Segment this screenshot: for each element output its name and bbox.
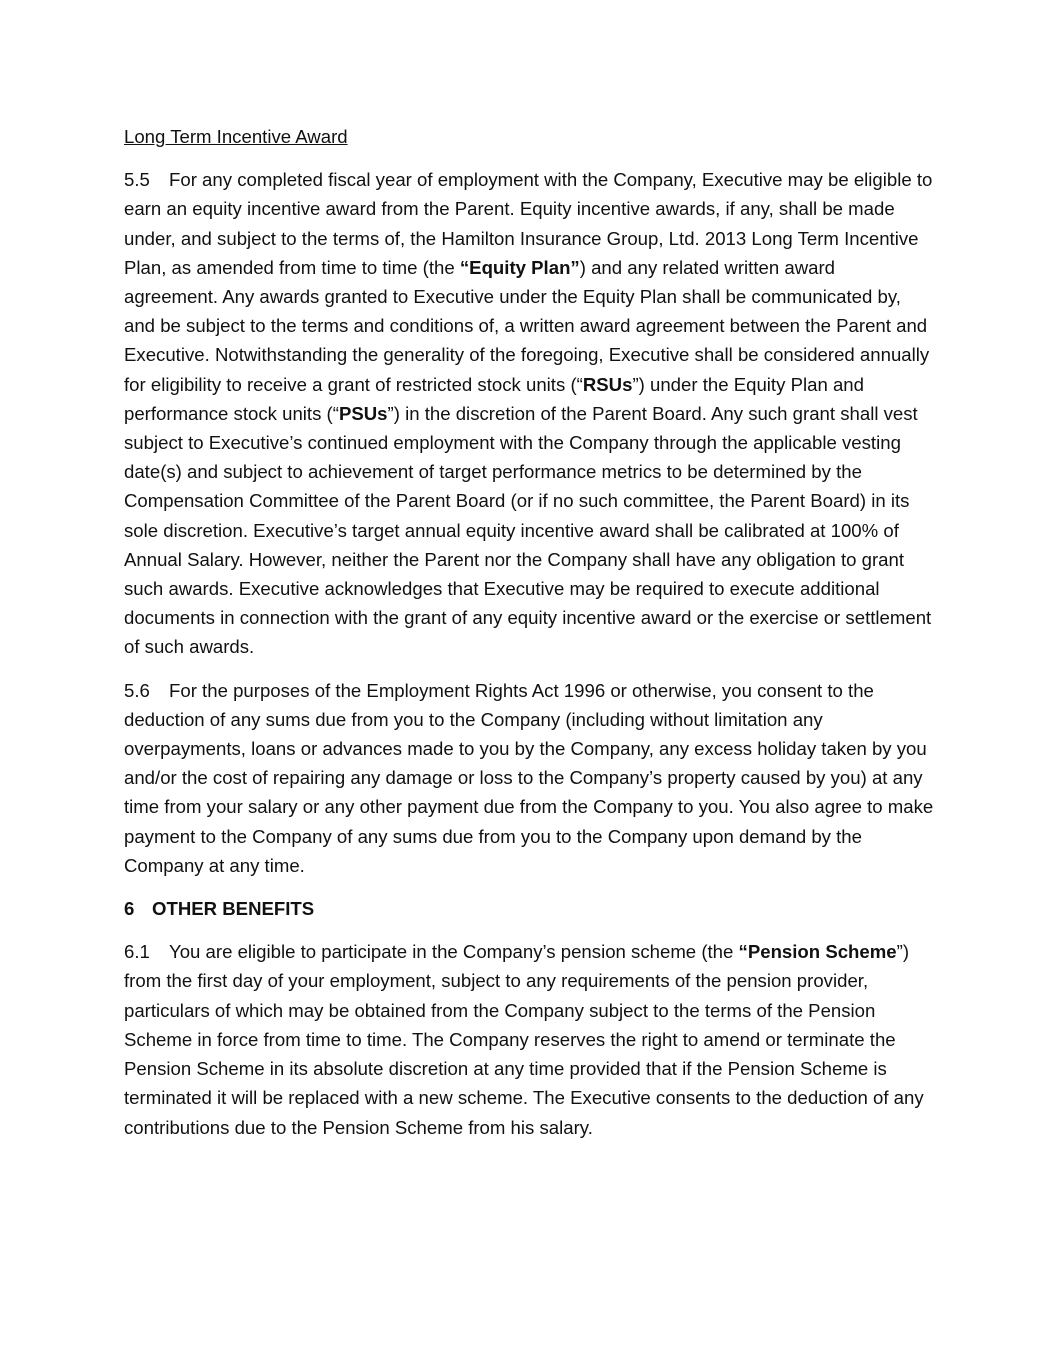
clause-number: 5.6 xyxy=(124,679,150,701)
heading-number: 6 xyxy=(124,898,135,920)
clause-text: ”) under the Equity Plan and performance stock units (“ xyxy=(124,373,864,424)
section-title: Long Term Incentive Award xyxy=(124,126,348,147)
defined-term-psus: PSUs xyxy=(338,402,388,424)
clause-text: For the purposes of the Employment Rights Act 1996 or otherwise, you consent to the deduction of any sums due from you to the Company (including without limitation any overpayments, loans or advances made to you by the Company, any excess holiday taken by you and/or the cost of repairing any damage or loss to the Company’s property caused by you) at any time from your salary or any other payment due from the Company to you. You also agree to make payment to the Company of any sums due from you to the Company upon demand by the Company at any time. xyxy=(124,679,934,876)
defined-term-rsus: RSUs xyxy=(582,373,633,395)
clause-text: ”) in the discretion of the Parent Board. Any such grant shall vest subject to Executive’s continued employment with the Company through the applicable vesting date(s) and subject to achievement of target performance metrics to be determined by the Compensation Committee of the Parent Board (or if no such committee, the Parent Board) in its sole discretion. Executive’s target annual equity incentive award shall be calibrated at 100% of Annual Salary. However, neither the Parent nor the Company shall have any obligation to grant such awards. Executive acknowledges that Executive may be required to execute additional documents in connection with the grant of any equity incentive award or the exercise or settlement of such awards. xyxy=(124,402,932,658)
clause-text: For any completed fiscal year of employment with the Company, Executive may be eligible to earn an equity incentive award from the Parent. Equity incentive awards, if any, shall be made under, and subject to the terms of, the Hamilton Insurance Group, Ltd. 2013 Long Term Incentive Plan, as amended from time to time (the xyxy=(124,169,933,278)
clause-number: 5.5 xyxy=(124,169,150,191)
document-page xyxy=(124,122,934,1156)
clause-5-6 xyxy=(124,676,934,880)
clause-number: 6.1 xyxy=(124,941,150,963)
defined-term-equity-plan: “Equity Plan” xyxy=(459,256,580,278)
clause-text: You are eligible to participate in the Company’s pension scheme (the xyxy=(169,941,739,963)
heading-title: OTHER BENEFITS xyxy=(152,898,315,920)
clause-6-1 xyxy=(124,937,934,1141)
defined-term-pension-scheme: “Pension Scheme xyxy=(738,941,897,963)
clause-text: ”) from the first day of your employment, subject to any requirements of the pension provider, particulars of which may be obtained from the Company subject to the terms of the Pension Scheme in force from time to time. The Company reserves the right to amend or terminate the Pension Scheme in its absolute discretion at any time provided that if the Pension Scheme is terminated it will be replaced with a new scheme. The Executive consents to the deduction of any contributions due to the Pension Scheme from his salary. xyxy=(124,941,924,1138)
clause-text: ) and any related written award agreement. Any awards granted to Executive under the Equity Plan shall be communicated by, and be subject to the terms and conditions of, a written award agreement between the Parent and Executive. Notwithstanding the generality of the foregoing, Executive shall be considered annually for eligibility to receive a grant of restricted stock units (“ xyxy=(124,256,930,395)
section-heading-6 xyxy=(124,894,934,923)
clause-5-5 xyxy=(124,165,934,661)
